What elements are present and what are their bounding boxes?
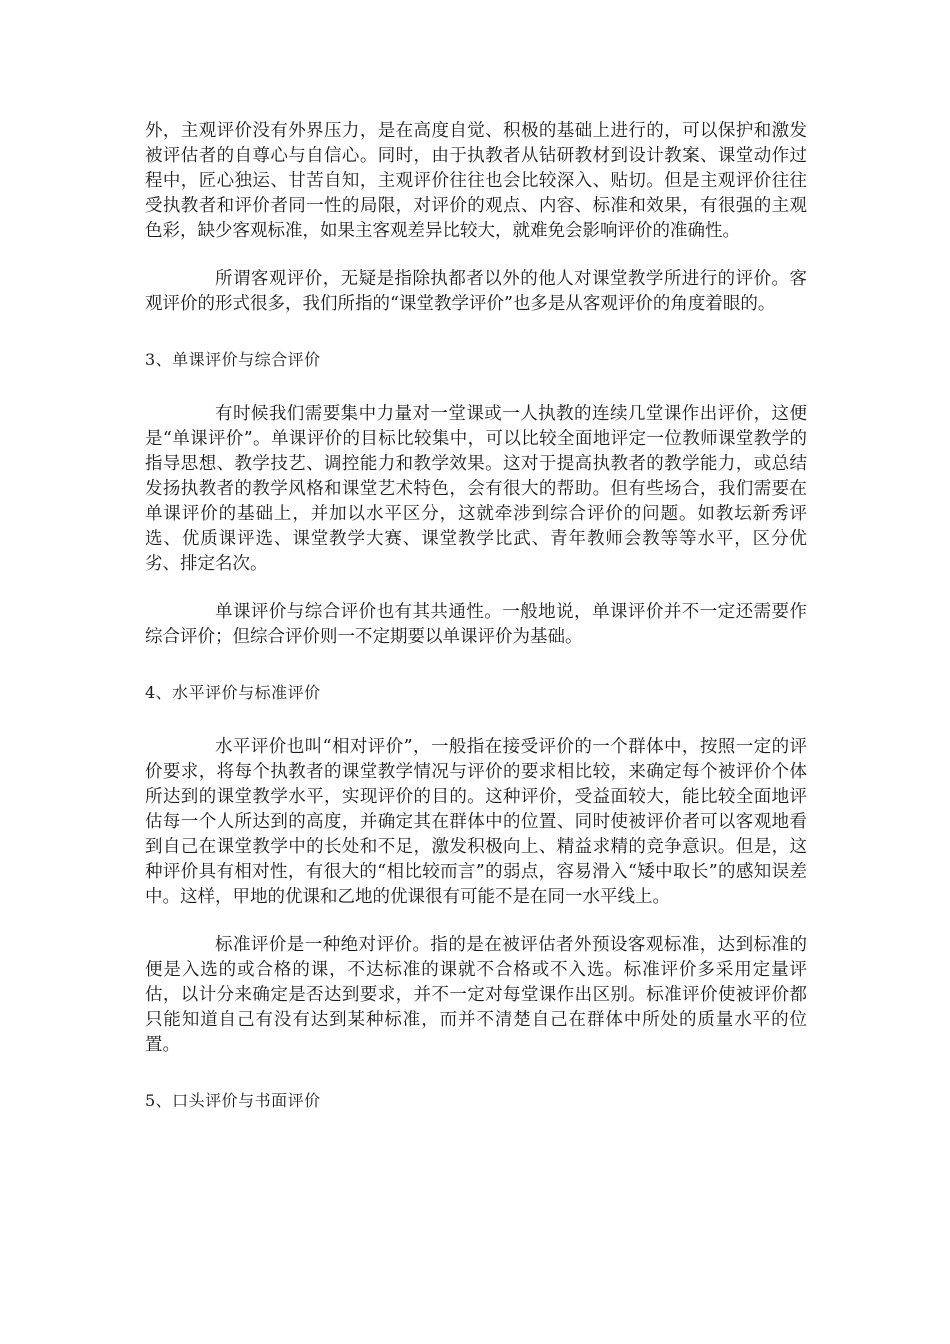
spacer <box>145 910 807 933</box>
section-heading-3: 3、单课评价与综合评价 <box>145 350 321 369</box>
paragraph-standard-evaluation: 标准评价是一种绝对评价。指的是在被评估者外预设客观标准，达到标准的便是入选的或合格的课，不达标准的课就不合格或不入选。标准评价多采用定量评估，以计分来确定是否达到要求，并不一定对每堂课作出区别。标准评价使被评价都只能知道自己有没有达到某种标准，而并不清楚自己在群体中所处的质量水平的位置。 <box>145 935 807 1055</box>
spacer <box>145 372 807 402</box>
paragraph-level-evaluation: 水平评价也叫“相对评价”，一般指在接受评价的一个群体中，按照一定的评价要求，将每个执教者的课堂教学情况与评价的要求相比较，来确定每个被评价个体所达到的课堂教学水平，实现评价的目的。这种评价，受益面较大，能比较全面地评估每一个人所达到的高度，并确定其在群体中的位置、同时使被评价者可以客观地看到自己在课堂教学中的长处和不足，激发积极向上、精益求精的竞争意识。但是，这种评价具有相对性，有很大的“相比较而言”的弱点，容易滑入“矮中取长”的感知误差中。这样，甲地的优课和乙地的优课很有可能不是在同一水平线上。 <box>145 737 807 907</box>
spacer <box>145 1058 807 1088</box>
section-heading-4: 4、水平评价与标准评价 <box>145 683 321 702</box>
spacer <box>145 317 807 347</box>
section-heading-5: 5、口头评价与书面评价 <box>145 1091 321 1110</box>
spacer <box>145 244 807 267</box>
document-body <box>145 119 807 1113</box>
paragraph-commonality: 单课评价与综合评价也有其共通性。一般地说，单课评价并不一定还需要作综合评价；但综合评价则一不定期要以单课评价为基础。 <box>145 602 807 647</box>
spacer <box>145 577 807 600</box>
paragraph-subjective-evaluation: 外，主观评价没有外界压力，是在高度自觉、积极的基础上进行的，可以保护和激发被评估者的自尊心与自信心。同时，由于执教者从钻研教材到设计教案、课堂动作过程中，匠心独运、甘苦自知，主观评价往往也会比较深入、贴切。但是主观评价往往受执教者和评价者同一性的局限，对评价的观点、内容、标准和效果，有很强的主观色彩，缺少客观标准，如果主客观差异比较大，就难免会影响评价的准确性。 <box>145 121 807 241</box>
paragraph-objective-evaluation: 所谓客观评价，无疑是指除执都者以外的他人对课堂教学所进行的评价。客观评价的形式很多，我们所指的“课堂教学评价”也多是从客观评价的角度着眼的。 <box>145 269 807 314</box>
paragraph-single-lesson-evaluation: 有时候我们需要集中力量对一堂课或一人执教的连续几堂课作出评价，这便是“单课评价”。单课评价的目标比较集中，可以比较全面地评定一位教师课堂教学的指导思想、教学技艺、调控能力和教学效果。这对于提高执教者的教学能力，或总结发扬执教者的教学风格和课堂艺术特色，会有很大的帮助。但有些场合，我们需要在单课评价的基础上，并加以水平区分，这就牵涉到综合评价的问题。如教坛新秀评选、优质课评选、课堂教学大赛、课堂教学比武、青年教师会教等等水平，区分优劣、排定名次。 <box>145 404 807 574</box>
spacer <box>145 650 807 680</box>
spacer <box>145 705 807 735</box>
